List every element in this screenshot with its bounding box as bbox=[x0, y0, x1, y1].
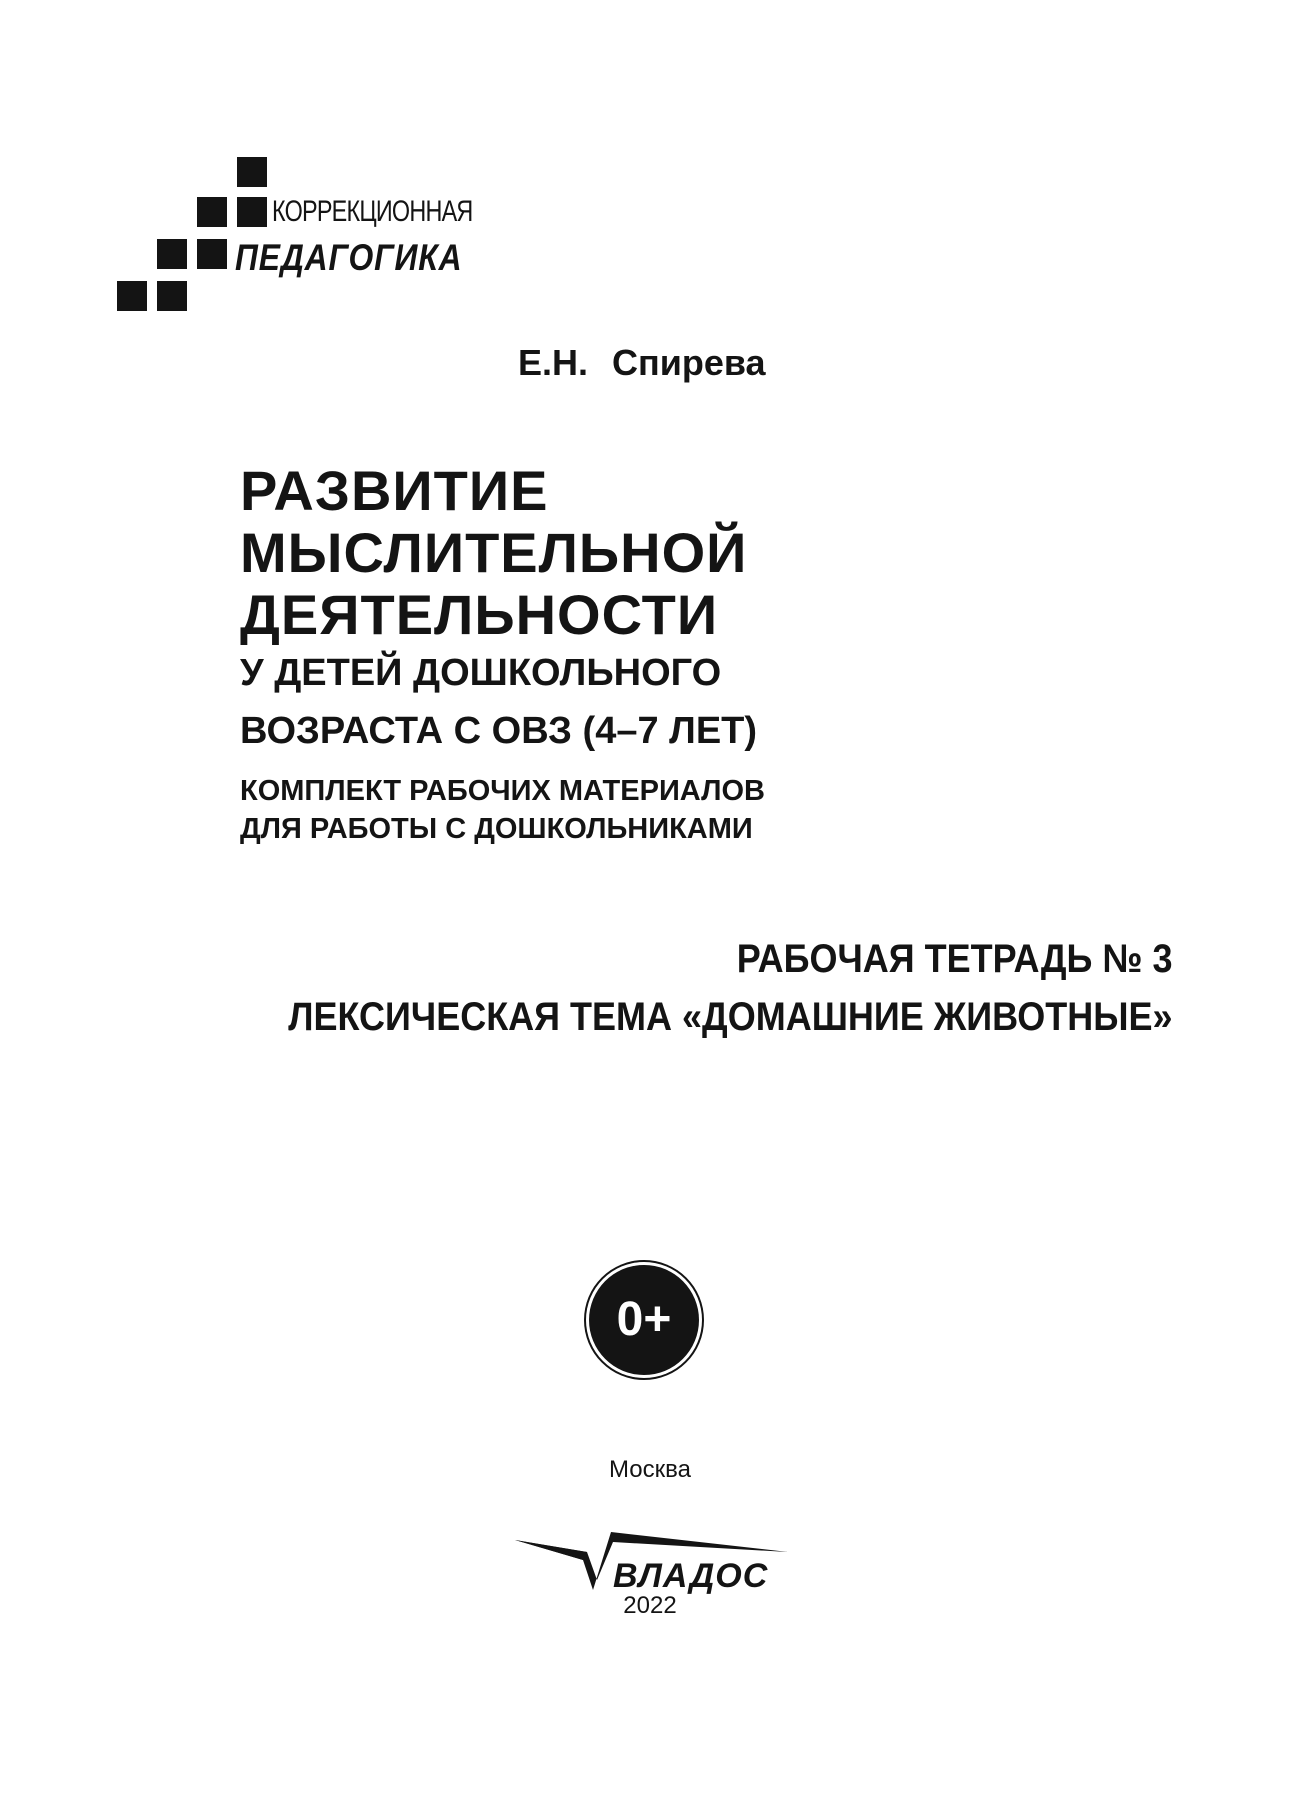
logo-square bbox=[197, 197, 227, 227]
kit-line: КОМПЛЕКТ РАБОЧИХ МАТЕРИАЛОВ bbox=[240, 775, 765, 807]
subtitle-line: У ДЕТЕЙ ДОШКОЛЬНОГО bbox=[240, 652, 722, 694]
logo-square bbox=[117, 281, 147, 311]
title-line: МЫСЛИТЕЛЬНОЙ bbox=[240, 521, 748, 584]
author-name: Е.Н. Спирева bbox=[518, 342, 766, 383]
subtitle-line: ВОЗРАСТА С ОВЗ (4–7 ЛЕТ) bbox=[240, 710, 758, 752]
kit-line: ДЛЯ РАБОТЫ С ДОШКОЛЬНИКАМИ bbox=[240, 813, 753, 845]
logo-square bbox=[197, 239, 227, 269]
publisher-logo bbox=[513, 1510, 791, 1600]
series-logo bbox=[117, 157, 473, 314]
logo-square bbox=[157, 239, 187, 269]
workbook-number: РАБОЧАЯ ТЕТРАДЬ № 3 bbox=[737, 937, 1173, 981]
publisher-name: ВЛАДОС bbox=[613, 1557, 769, 1595]
logo-swoosh-edge bbox=[515, 1540, 587, 1560]
logo-square bbox=[237, 157, 267, 187]
publication-city: Москва bbox=[609, 1456, 691, 1483]
series-name-line1: КОРРЕКЦИОННАЯ bbox=[272, 195, 473, 228]
age-rating-badge: 0+ bbox=[589, 1265, 699, 1375]
series-name-line2: ПЕДАГОГИКА bbox=[235, 237, 463, 278]
book-title bbox=[240, 460, 765, 848]
title-line: ДЕЯТЕЛЬНОСТИ bbox=[240, 583, 719, 646]
publication-year: 2022 bbox=[623, 1592, 677, 1619]
logo-square bbox=[237, 197, 267, 227]
workbook-info bbox=[289, 930, 1173, 1046]
workbook-theme: ЛЕКСИЧЕСКАЯ ТЕМА «ДОМАШНИЕ ЖИВОТНЫЕ» bbox=[288, 995, 1173, 1039]
title-line: РАЗВИТИЕ bbox=[240, 459, 549, 522]
logo-square bbox=[157, 281, 187, 311]
